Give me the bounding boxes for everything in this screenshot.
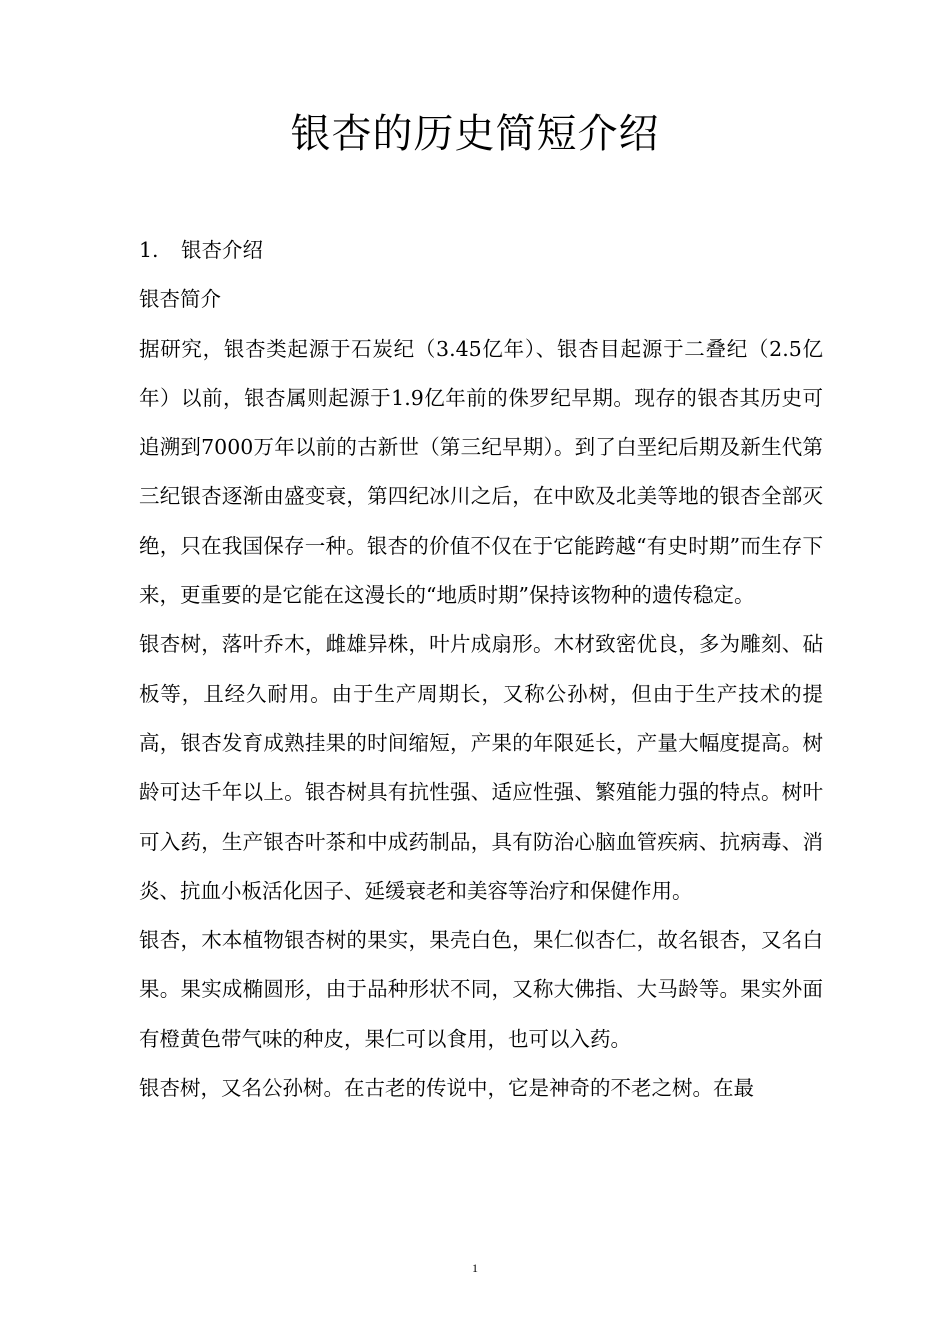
subheading: 银杏简介 (139, 287, 221, 312)
document-title: 银杏的历史简短介绍 (290, 111, 660, 157)
section-heading (139, 226, 823, 275)
document-body (139, 226, 823, 1113)
section-heading-text: 银杏介绍 (181, 238, 263, 262)
paragraph-origin-history: 据研究，银杏类起源于石炭纪（3.45亿年）、银杏目起源于二叠纪（2.5亿年）以前，银杏属则起源于1.9亿年前的侏罗纪早期。现存的银杏其历史可追溯到7000万年以前的古新世（第三纪早期）。到了白垩纪后期及新生代第三纪银杏逐渐由盛变衰，第四纪冰川之后，在中欧及北美等地的银杏全部灭绝，只在我国保存一种。银杏的价值不仅在于它能跨越“有史时期”而生存下来，更重要的是它能在这漫长的“地质时期”保持该物种的遗传稳定。 (139, 336, 823, 608)
paragraph-legend: 银杏树，又名公孙树。在古老的传说中，它是神奇的不老之树。在最 (139, 1076, 754, 1101)
section-number: 1. (139, 238, 159, 262)
paragraph-ginkgo-tree: 银杏树，落叶乔木，雌雄异株，叶片成扇形。木材致密优良，多为雕刻、砧板等，且经久耐用。由于生产周期长，又称公孙树，但由于生产技术的提高，银杏发育成熟挂果的时间缩短，产果的年限延长，产量大幅度提高。树龄可达千年以上。银杏树具有抗性强、适应性强、繁殖能力强的特点。树叶可入药，生产银杏叶茶和中成药制品，具有防治心脑血管疾病、抗病毒、消炎、抗血小板活化因子、延缓衰老和美容等治疗和保健作用。 (139, 632, 823, 903)
paragraph-ginkgo-fruit: 银杏，木本植物银杏树的果实，果壳白色，果仁似杏仁，故名银杏，又名白果。果实成椭圆形，由于品种形状不同，又称大佛指、大马龄等。果实外面有橙黄色带气味的种皮，果仁可以食用，也可以入药。 (139, 928, 823, 1051)
page-number: 1 (472, 1261, 478, 1275)
